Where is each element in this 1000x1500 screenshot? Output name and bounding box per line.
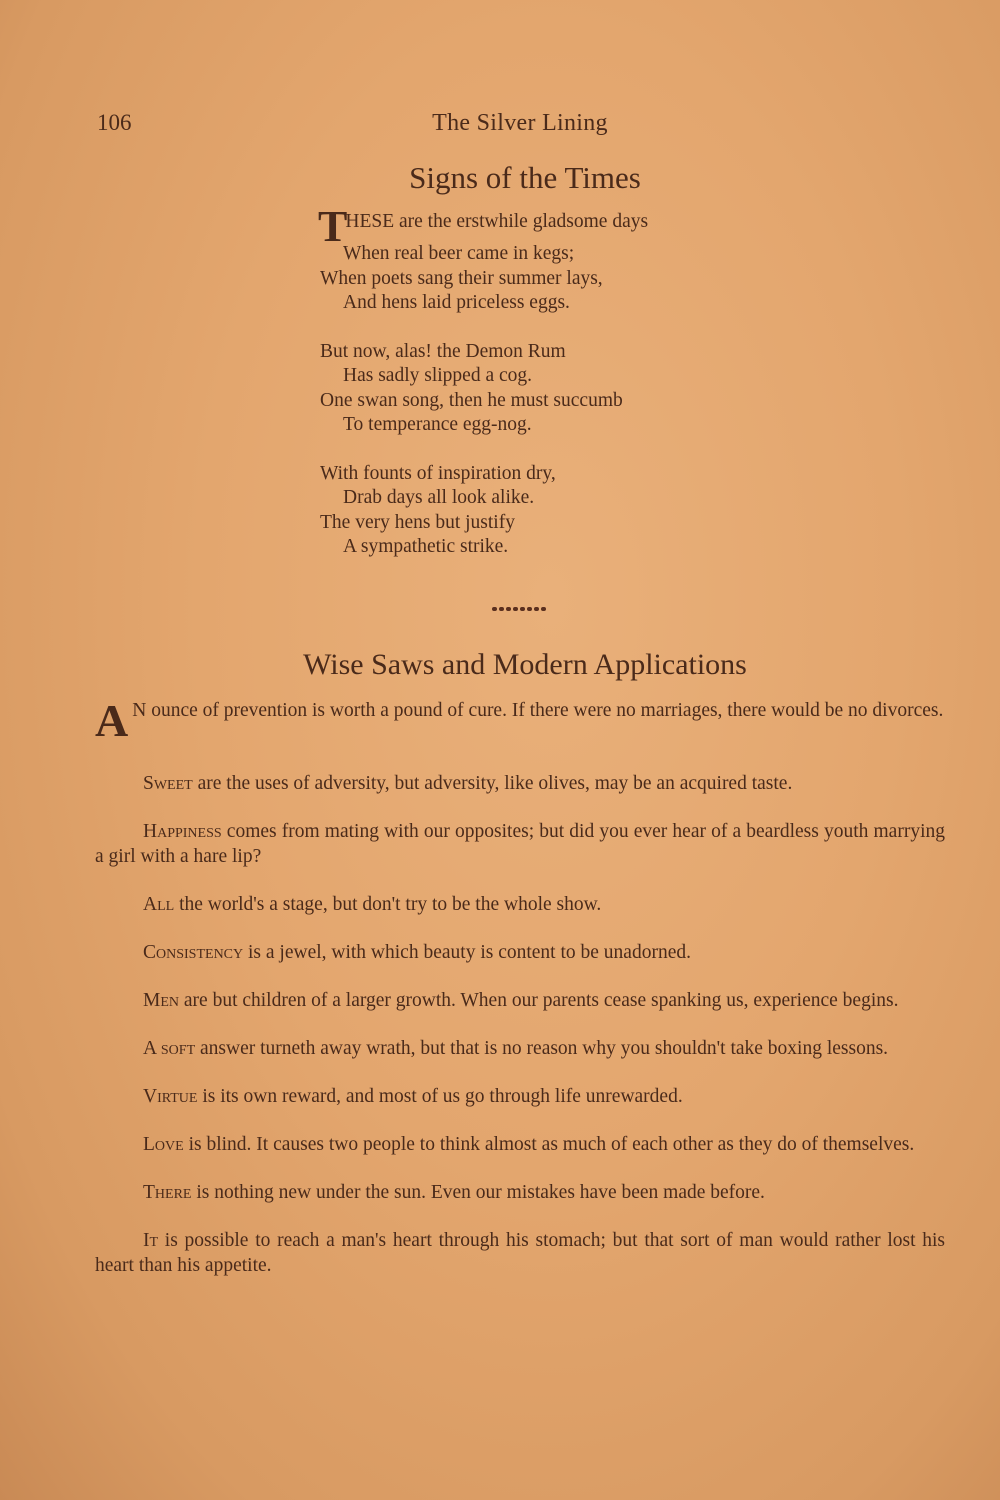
stanza	[320, 462, 648, 560]
poem	[318, 202, 649, 584]
poem-line: And hens laid priceless eggs.	[343, 292, 570, 313]
book-title: The Silver Lining	[432, 110, 608, 136]
paragraph: It is possible to reach a man's heart through his stomach; but that sort of man would rather lost his heart than his appetite.	[95, 1230, 945, 1276]
small-caps-lead: Sweet	[143, 773, 193, 794]
paragraph: Love is blind. It causes two people to think almost as much of each other as they do of themselves.	[143, 1134, 915, 1155]
poem-title: Signs of the Times	[409, 160, 641, 195]
small-caps-lead: There	[143, 1182, 192, 1203]
paragraph: All the world's a stage, but don't try to be the whole show.	[143, 894, 602, 915]
running-head	[95, 110, 945, 140]
small-caps-lead: Consistency	[143, 942, 244, 963]
poem-line: When real beer came in kegs;	[343, 243, 575, 264]
poem-line: A sympathetic strike.	[343, 536, 509, 557]
essay-body	[95, 695, 945, 1301]
poem-line: THESE are the erstwhile gladsome days	[318, 202, 649, 251]
small-caps-lead: Happiness	[143, 821, 222, 842]
dotted-rule-ornament-icon	[492, 598, 552, 604]
paragraph: Virtue is its own reward, and most of us go through life unrewarded.	[143, 1086, 683, 1107]
page-number: 106	[97, 110, 132, 135]
small-caps-lead: Love	[143, 1134, 184, 1155]
paragraph: Consistency is a jewel, with which beauty is content to be unadorned.	[143, 942, 691, 963]
small-caps-lead: A soft	[143, 1038, 196, 1059]
poem-line: When poets sang their summer lays,	[320, 267, 603, 289]
essay-title: Wise Saws and Modern Applications	[303, 648, 747, 681]
small-caps-lead: Virtue	[143, 1086, 198, 1107]
paragraph: Happiness comes from mating with our opposites; but did you ever hear of a beardless youth marrying a girl with a hare lip?	[95, 821, 945, 867]
poem-line: But now, alas! the Demon Rum	[320, 340, 566, 362]
stanza	[320, 340, 648, 438]
paragraph: Sweet are the uses of adversity, but adversity, like olives, may be an acquired taste.	[143, 773, 793, 794]
poem-line: To temperance egg-nog.	[343, 414, 532, 435]
small-caps-lead: Men	[143, 990, 180, 1011]
poem-line: The very hens but justify	[320, 511, 515, 533]
stanza	[318, 202, 649, 316]
paragraph: There is nothing new under the sun. Even our mistakes have been made before.	[143, 1182, 765, 1203]
drop-cap: A	[95, 695, 129, 746]
poem-line: With founts of inspiration dry,	[320, 462, 556, 484]
paragraph: A soft answer turneth away wrath, but that is no reason why you shouldn't take boxing lessons.	[143, 1038, 889, 1059]
poem-line: Has sadly slipped a cog.	[343, 365, 533, 386]
small-caps-lead: It	[143, 1230, 159, 1251]
poem-line: One swan song, then he must succumb	[320, 389, 623, 411]
small-caps-lead: All	[143, 894, 175, 915]
paragraph: Men are but children of a larger growth. When our parents cease spanking us, experience begins.	[143, 990, 899, 1011]
drop-cap: T	[318, 202, 348, 251]
poem-line: Drab days all look alike.	[343, 487, 535, 508]
paragraph: A N ounce of prevention is worth a pound of cure. If there were no marriages, there would be no divorces.	[95, 695, 944, 746]
